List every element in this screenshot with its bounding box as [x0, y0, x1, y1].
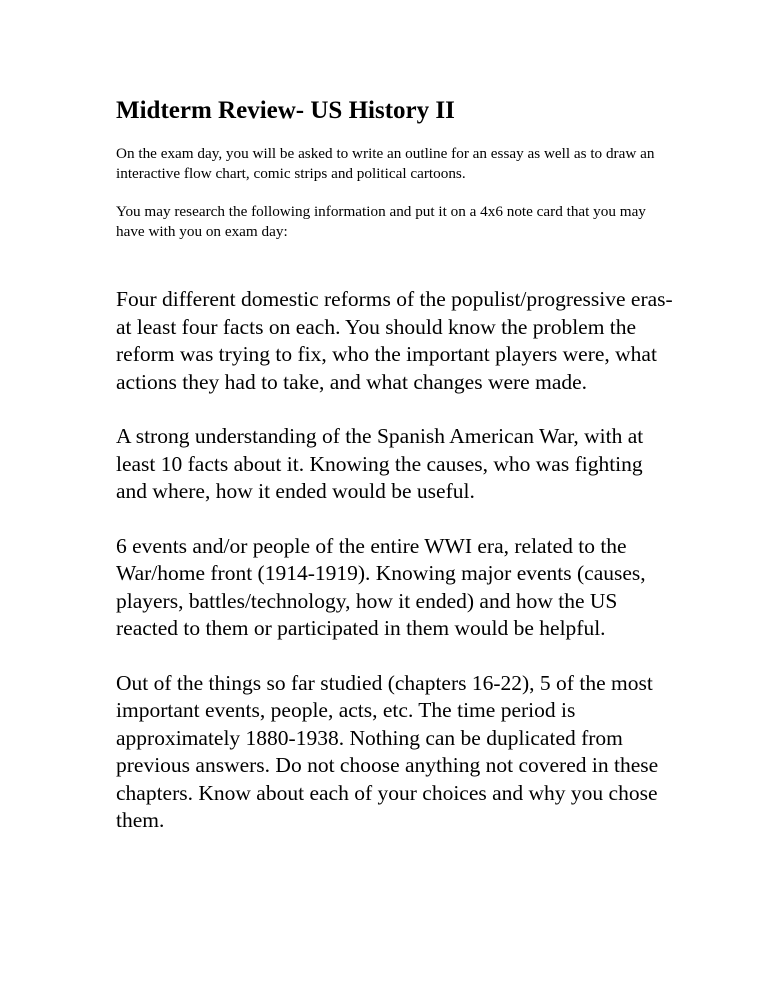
- document-page: [116, 96, 676, 862]
- review-item-spanish-american-war: A strong understanding of the Spanish American War, with at least 10 facts about it. Knowing the causes, who was fighting and where, how it ended would be useful.: [116, 424, 644, 503]
- review-item-domestic-reforms: Four different domestic reforms of the populist/progressive eras- at least four facts on each. You should know the problem the reform was trying to fix, who the important players were, what actions they had to take, and what changes were made.: [116, 287, 673, 394]
- review-item-wwi-era: 6 events and/or people of the entire WWI era, related to the War/home front (1914-1919). Knowing major events (causes, players, battles/technology, how it ended) and how the US reacted to them or participated in them would be helpful.: [116, 533, 646, 640]
- intro-paragraph-note-card: You may research the following information and put it on a 4x6 note card that you may have with you on exam day:: [116, 203, 646, 240]
- review-item-chapters-16-22: Out of the things so far studied (chapters 16-22), 5 of the most important events, people, acts, etc. The time period is approximately 1880-1938. Nothing can be duplicated from previous answers. Do not choose anything not covered in these chapters. Know about each of your choices and why you chose them.: [116, 670, 659, 832]
- intro-paragraph-exam-day: On the exam day, you will be asked to write an outline for an essay as well as to draw an interactive flow chart, comic strips and political cartoons.: [116, 145, 655, 182]
- section-spacer: [116, 260, 676, 286]
- page-title: Midterm Review- US History II: [116, 97, 455, 124]
